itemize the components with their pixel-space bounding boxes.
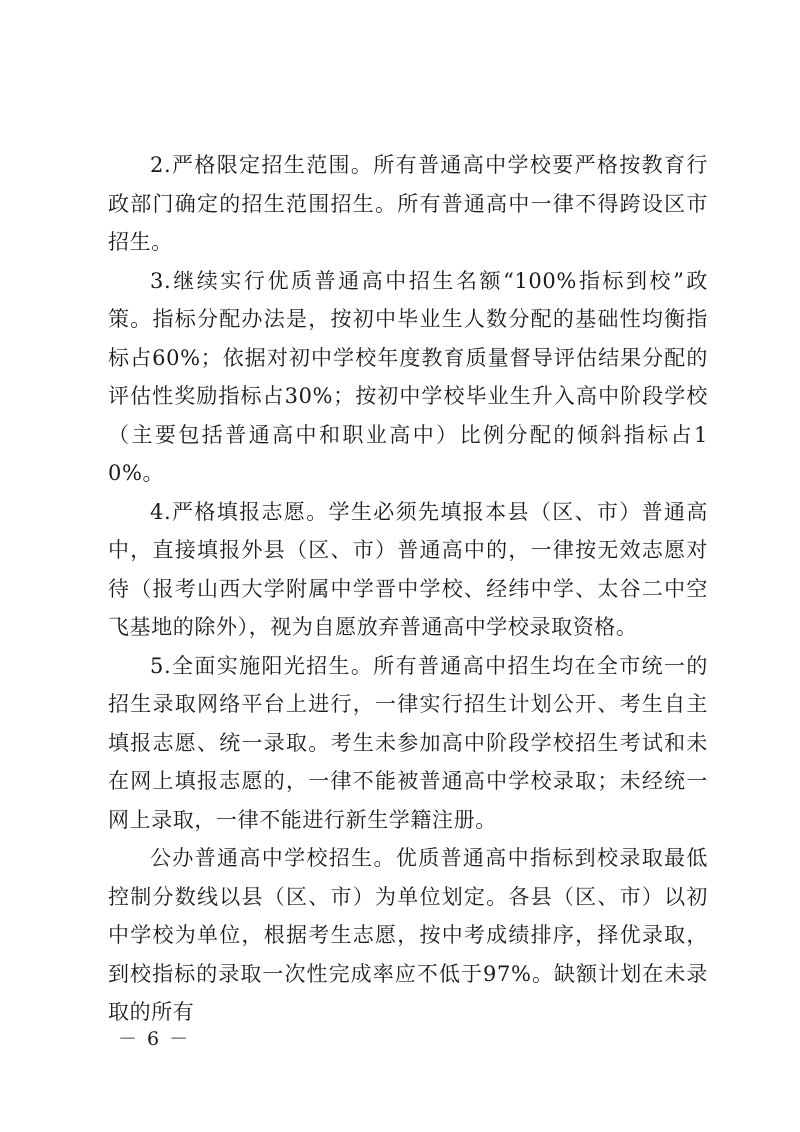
paragraph-application-choices: 4.严格填报志愿。学生必须先填报本县（区、市）普通高中，直接填报外县（区、市）普通高中的，一律按无效志愿对待（报考山西大学附属中学晋中学校、经纬中学、太谷二中空飞基地的除外），视为自愿放弃普通高中学校录取资格。 (108, 499, 708, 639)
paragraph-sunshine-admission: 5.全面实施阳光招生。所有普通高中招生均在全市统一的招生录取网络平台上进行，一律实行招生计划公开、考生自主填报志愿、统一录取。考生未参加高中阶段学校招生考试和未在网上填报志愿的，一律不能被普通高中学校录取；未经统一网上录取，一律不能进行新生学籍注册。 (108, 653, 708, 832)
paragraph-admission-scope: 2.严格限定招生范围。所有普通高中学校要严格按教育行政部门确定的招生范围招生。所有普通高中一律不得跨设区市招生。 (108, 153, 708, 254)
body-text (108, 146, 708, 1032)
paragraph-quota-allocation: 3.继续实行优质普通高中招生名额“100%指标到校”政策。指标分配办法是，按初中毕业生人数分配的基础性均衡指标占60%；依据对初中学校年度教育质量督导评估结果分配的评估性奖励指标占30%；按初中学校毕业生升入高中阶段学校（主要包括普通高中和职业高中）比例分配的倾斜指标占10%。 (108, 268, 708, 485)
page-number: － 6 － (118, 1028, 191, 1050)
paragraph-public-school-admission: 公办普通高中学校招生。优质普通高中指标到校录取最低控制分数线以县（区、市）为单位划定。各县（区、市）以初中学校为单位，根据考生志愿，按中考成绩排序，择优录取，到校指标的录取一次性完成率应不低于97%。缺额计划在未录取的所有 (108, 846, 708, 1024)
